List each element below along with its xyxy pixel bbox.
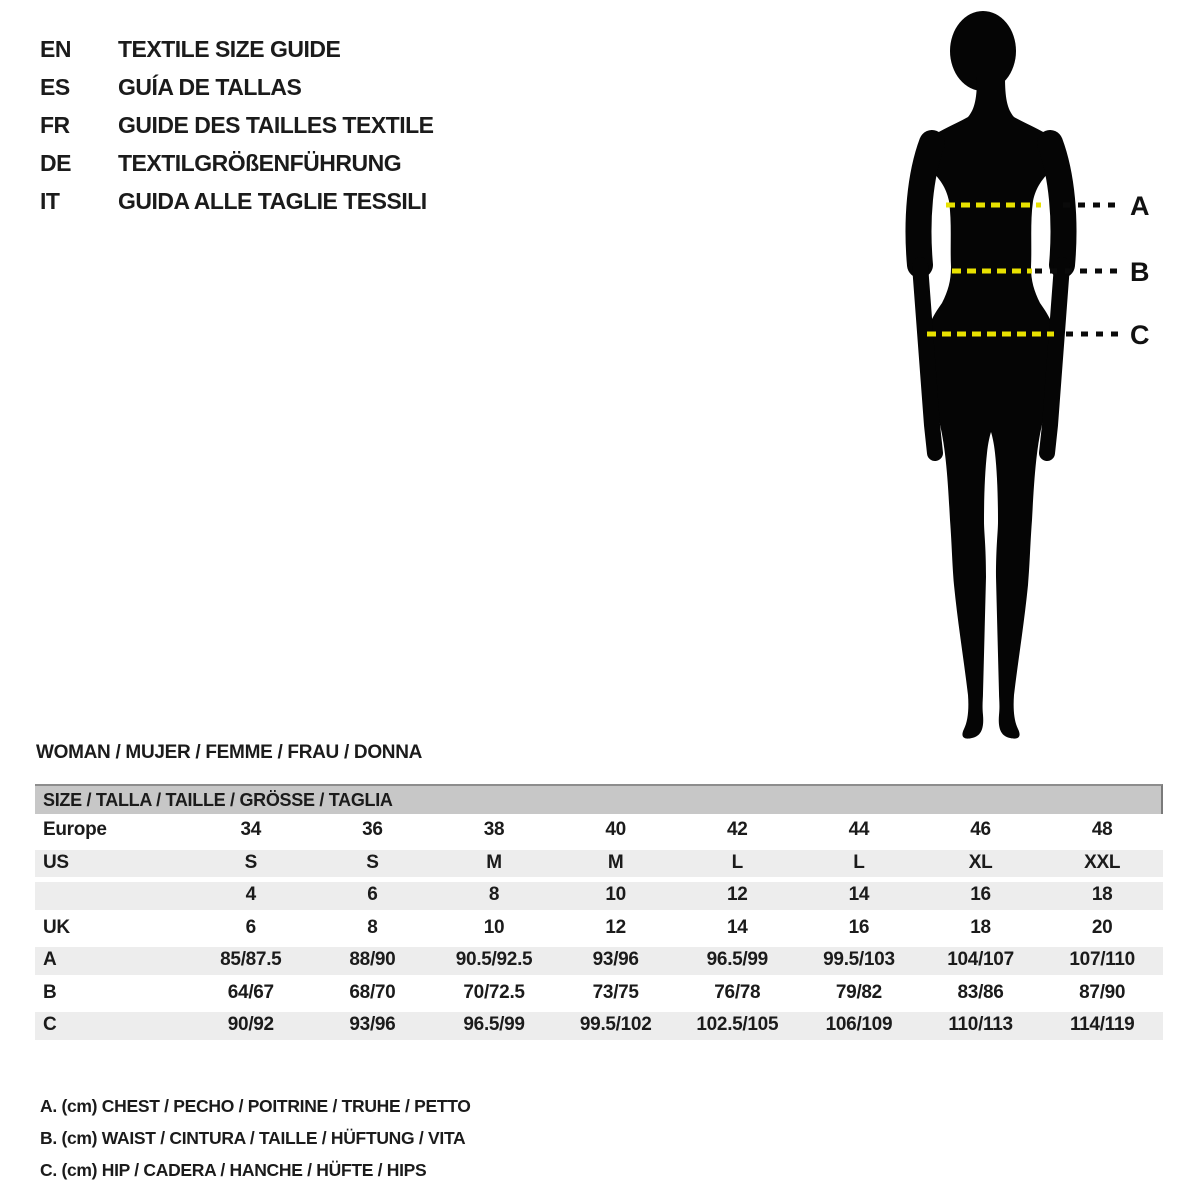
legend-hip: C. (cm) HIP / CADERA / HANCHE / HÜFTE / HIPS <box>40 1160 427 1180</box>
size-cell: 102.5/105 <box>696 1014 779 1036</box>
size-cell: 87/90 <box>1079 981 1126 1003</box>
size-cell: XXL <box>1084 851 1121 873</box>
chest-label: A <box>1130 191 1150 221</box>
size-cell: M <box>607 851 624 873</box>
size-cell: 20 <box>1091 916 1113 938</box>
lang-code: DE <box>40 149 71 176</box>
size-cell: 110/113 <box>948 1014 1013 1036</box>
size-cell: 79/82 <box>835 981 882 1003</box>
size-cell: 10 <box>483 916 505 938</box>
size-cell: 96.5/99 <box>706 949 768 971</box>
size-cell: 107/110 <box>1069 949 1135 971</box>
row-label: C <box>43 1014 57 1036</box>
size-cell: 8 <box>488 884 500 906</box>
size-cell: 106/109 <box>825 1014 893 1036</box>
row-label: A <box>43 949 57 971</box>
silhouette-left-arm <box>919 143 933 265</box>
lang-row-it <box>40 182 434 220</box>
size-cell: S <box>366 851 379 873</box>
size-cell: 12 <box>605 916 626 938</box>
silhouette-right-arm <box>1050 143 1064 265</box>
size-cell: 14 <box>848 884 870 906</box>
lang-row-de <box>40 144 434 182</box>
table-row <box>35 1009 1163 1042</box>
table-row <box>35 879 1163 912</box>
size-cell: 83/86 <box>957 981 1004 1003</box>
size-cell: 10 <box>605 884 626 906</box>
size-cell: 6 <box>245 916 256 938</box>
lang-title: GUÍA DE TALLAS <box>118 73 302 100</box>
size-cell: L <box>731 851 743 873</box>
row-label: B <box>43 981 57 1003</box>
size-cell: 36 <box>362 819 383 841</box>
silhouette-right-forearm <box>1047 265 1062 453</box>
waist-label: B <box>1130 257 1150 287</box>
lang-code: FR <box>40 111 70 138</box>
lang-title: GUIDA ALLE TAGLIE TESSILI <box>118 187 427 214</box>
measurement-legend <box>40 1090 471 1186</box>
size-cell: 85/87.5 <box>220 949 282 971</box>
size-cell: 16 <box>848 916 870 938</box>
size-cell: 42 <box>727 819 748 841</box>
size-cell: 6 <box>367 884 378 906</box>
row-label: US <box>43 851 69 873</box>
size-cell: 104/107 <box>947 949 1014 971</box>
size-cell: 64/67 <box>227 981 274 1003</box>
table-row <box>35 944 1163 977</box>
size-cell: 48 <box>1091 819 1113 841</box>
silhouette-body <box>920 77 1062 739</box>
size-cell: 4 <box>245 884 256 906</box>
silhouette-left-forearm <box>920 265 935 453</box>
size-cell: L <box>853 851 865 873</box>
size-cell: 34 <box>240 819 262 841</box>
size-cell: 99.5/103 <box>823 949 895 971</box>
size-cell: 90.5/92.5 <box>455 949 533 971</box>
hip-label: C <box>1130 320 1150 350</box>
size-cell: 96.5/99 <box>463 1014 525 1036</box>
size-cell: 73/75 <box>592 981 639 1003</box>
size-table <box>35 784 1163 1042</box>
lang-row-en <box>40 30 434 68</box>
lang-code: ES <box>40 73 70 100</box>
size-cell: S <box>244 851 257 873</box>
legend-chest: A. (cm) CHEST / PECHO / POITRINE / TRUHE / PETTO <box>40 1096 471 1116</box>
table-row <box>35 814 1163 847</box>
table-row <box>35 977 1163 1010</box>
row-label: Europe <box>43 819 107 841</box>
size-cell: XL <box>968 851 993 873</box>
lang-title: TEXTILE SIZE GUIDE <box>118 35 341 62</box>
legend-waist: B. (cm) WAIST / CINTURA / TAILLE / HÜFTUNG / VITA <box>40 1128 466 1148</box>
row-label: UK <box>43 916 70 938</box>
table-body <box>35 814 1163 1042</box>
table-header: SIZE / TALLA / TAILLE / GRÖSSE / TAGLIA <box>35 784 1163 814</box>
table-row <box>35 912 1163 945</box>
lang-row-es <box>40 68 434 106</box>
size-cell: 93/96 <box>592 949 639 971</box>
size-cell: 40 <box>605 819 626 841</box>
size-cell: 12 <box>727 884 748 906</box>
size-cell: 38 <box>483 819 505 841</box>
lang-code: IT <box>40 187 60 214</box>
table-row <box>35 847 1163 880</box>
size-cell: 16 <box>970 884 991 906</box>
language-title-list <box>40 30 434 220</box>
size-cell: 68/70 <box>349 981 396 1003</box>
row-label <box>35 879 190 912</box>
size-cell: 18 <box>1091 884 1113 906</box>
size-cell: 90/92 <box>227 1014 274 1036</box>
size-cell: 76/78 <box>714 981 761 1003</box>
size-cell: 46 <box>970 819 991 841</box>
size-cell: 14 <box>727 916 748 938</box>
size-cell: 44 <box>848 819 870 841</box>
lang-row-fr <box>40 106 434 144</box>
size-cell: 70/72.5 <box>463 981 525 1003</box>
lang-title: TEXTILGRÖßENFÜHRUNG <box>118 149 402 176</box>
size-cell: 93/96 <box>349 1014 396 1036</box>
section-heading: WOMAN / MUJER / FEMME / FRAU / DONNA <box>36 742 423 763</box>
lang-title: GUIDE DES TAILLES TEXTILE <box>118 111 434 138</box>
size-cell: 18 <box>970 916 991 938</box>
size-cell: 88/90 <box>349 949 396 971</box>
size-cell: 8 <box>367 916 378 938</box>
size-cell: 99.5/102 <box>579 1014 652 1036</box>
size-cell: M <box>486 851 502 873</box>
lang-code: EN <box>40 35 71 62</box>
woman-silhouette-figure <box>880 5 1160 745</box>
size-cell: 114/119 <box>1069 1014 1135 1036</box>
